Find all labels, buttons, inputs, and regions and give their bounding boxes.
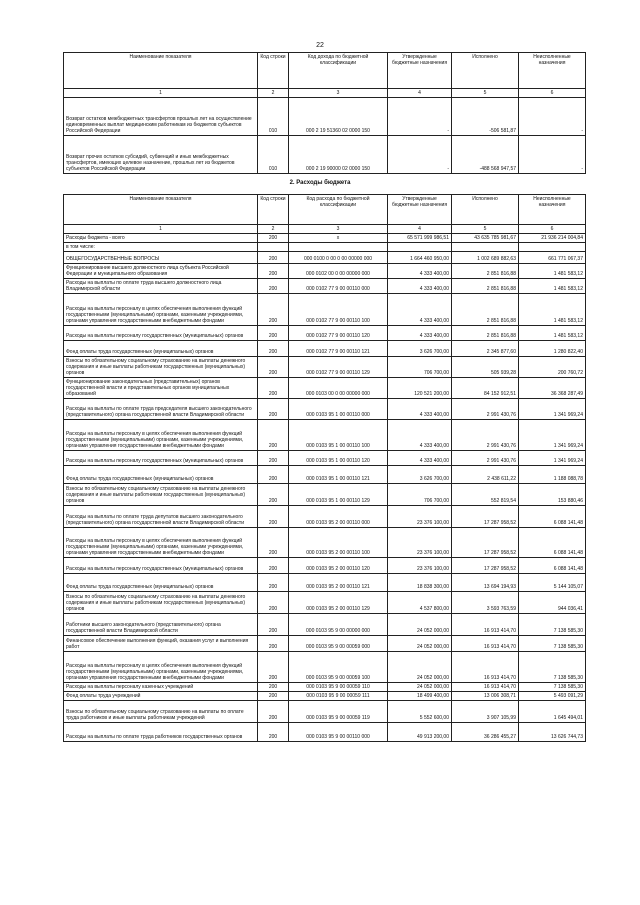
column-number: 1 [64, 225, 258, 234]
row-line-code: 200 [258, 399, 289, 420]
row-line-code: 200 [258, 420, 289, 451]
row-line-code: 200 [258, 723, 289, 742]
table-row [64, 326, 586, 341]
row-executed: -488 568 947,57 [452, 136, 519, 174]
row-classification-code: 000 0103 95 1 00 00110 121 [289, 466, 388, 484]
row-approved: 5 552 600,00 [388, 701, 452, 723]
row-unexecuted: 1 188 088,78 [519, 466, 586, 484]
row-approved: 49 913 200,00 [388, 723, 452, 742]
row-name: Возврат остатков межбюджетных трансфертов прошлых лет на осуществление единовременных выплат медицинским работникам из бюджетов субъектов Российской Федерации [64, 98, 258, 136]
header-income-code: Код дохода по бюджетной классификации [289, 53, 388, 89]
row-classification-code: 000 0103 95 1 00 00110 000 [289, 399, 388, 420]
row-classification-code: 000 0103 95 2 00 00110 100 [289, 528, 388, 558]
row-unexecuted: 6 088 141,48 [519, 558, 586, 574]
row-unexecuted: 1 481 583,12 [519, 326, 586, 341]
row-unexecuted: 7 138 585,30 [519, 683, 586, 692]
row-line-code: 200 [258, 378, 289, 399]
expense-table [63, 194, 586, 742]
row-unexecuted: 661 771 067,37 [519, 252, 586, 264]
table-row [64, 341, 586, 357]
row-executed: 2 991 430,76 [452, 420, 519, 451]
row-name: Функционирование высшего должностного лица субъекта Российской Федерации и муниципального образования [64, 264, 258, 279]
row-name: Работники высшего законодательного (представительного) органа государственной власти Владимирской области [64, 614, 258, 636]
row-classification-code: 000 0103 95 9 00 00000 000 [289, 614, 388, 636]
row-line-code: 200 [258, 574, 289, 592]
row-executed: 1 002 689 882,63 [452, 252, 519, 264]
row-approved: 18 838 300,00 [388, 574, 452, 592]
row-unexecuted: 13 626 744,73 [519, 723, 586, 742]
row-classification-code: 000 0102 77 9 00 00110 121 [289, 341, 388, 357]
row-name: Взносы по обязательному социальному страхованию на выплаты денежного содержания и иные выплаты работникам государственных (муниципальных) органов [64, 357, 258, 378]
table-row [64, 652, 586, 683]
table-row [64, 264, 586, 279]
row-name: Возврат прочих остатков субсидий, субвенций и иных межбюджетных трансфертов, имеющих целевое назначение, прошлых лет из бюджетов субъектов Российской Федерации [64, 136, 258, 174]
row-approved: - [388, 98, 452, 136]
table-row [64, 451, 586, 466]
row-name: Расходы на выплаты по оплате труда депутатов высшего законодательного (представительного) органа государственной власти Владимирской области [64, 506, 258, 528]
row-line-code: 200 [258, 264, 289, 279]
row-executed: 2 991 430,76 [452, 451, 519, 466]
row-unexecuted: - [519, 136, 586, 174]
table-row [64, 466, 586, 484]
column-number: 6 [519, 89, 586, 98]
row-executed: 3 907 105,99 [452, 701, 519, 723]
row-name: Расходы на выплаты персоналу казенных учреждений [64, 683, 258, 692]
table-row [64, 558, 586, 574]
row-line-code: 200 [258, 234, 289, 243]
table-row [64, 614, 586, 636]
row-approved: 23 376 100,00 [388, 506, 452, 528]
table-row [64, 252, 586, 264]
row-approved: 3 626 700,00 [388, 341, 452, 357]
table-row [64, 592, 586, 614]
table-row [64, 701, 586, 723]
header-executed: Исполнено [452, 195, 519, 225]
row-approved: 4 333 400,00 [388, 420, 452, 451]
row-approved: 4 333 400,00 [388, 451, 452, 466]
row-executed: 2 438 611,22 [452, 466, 519, 484]
header-approved: Утвержденные бюджетные назначения [388, 195, 452, 225]
row-executed: 552 819,54 [452, 484, 519, 506]
row-executed: 17 287 958,52 [452, 558, 519, 574]
table-row [64, 378, 586, 399]
table-row [64, 279, 586, 294]
row-executed: 2 991 430,76 [452, 399, 519, 420]
row-unexecuted: 6 088 141,48 [519, 528, 586, 558]
column-number: 2 [258, 89, 289, 98]
row-line-code: 200 [258, 451, 289, 466]
row-approved: 18 499 400,00 [388, 692, 452, 701]
row-classification-code: 000 0103 95 9 00 00059 110 [289, 683, 388, 692]
row-line-code: 010 [258, 98, 289, 136]
row-line-code: 200 [258, 701, 289, 723]
row-unexecuted: 1 481 583,12 [519, 294, 586, 326]
row-unexecuted: 153 880,46 [519, 484, 586, 506]
column-number: 2 [258, 225, 289, 234]
column-number: 5 [452, 225, 519, 234]
table-row [64, 243, 586, 252]
row-line-code: 200 [258, 692, 289, 701]
row-line-code: 200 [258, 279, 289, 294]
row-approved: 3 626 700,00 [388, 466, 452, 484]
row-unexecuted: 5 493 091,29 [519, 692, 586, 701]
row-line-code: 200 [258, 252, 289, 264]
column-number: 4 [388, 89, 452, 98]
row-executed: 3 593 763,59 [452, 592, 519, 614]
header-unexecuted: Неисполненные назначения [519, 195, 586, 225]
table-row [64, 692, 586, 701]
column-number: 1 [64, 89, 258, 98]
row-unexecuted: 7 138 585,30 [519, 614, 586, 636]
header-executed: Исполнено [452, 53, 519, 89]
page-number: 22 [316, 42, 324, 49]
row-unexecuted: 5 144 105,07 [519, 574, 586, 592]
row-unexecuted: 200 760,72 [519, 357, 586, 378]
row-line-code: 200 [258, 326, 289, 341]
table-row [64, 136, 586, 174]
column-number: 6 [519, 225, 586, 234]
row-name: Фонд оплаты труда государственных (муниципальных) органов [64, 574, 258, 592]
table-row [64, 420, 586, 451]
table-row [64, 294, 586, 326]
row-classification-code: 000 0102 77 9 00 00110 120 [289, 326, 388, 341]
row-approved: 4 333 400,00 [388, 279, 452, 294]
row-approved: 4 333 400,00 [388, 326, 452, 341]
header-expense-code: Код расхода по бюджетной классификации [289, 195, 388, 225]
row-unexecuted: 1 341 969,24 [519, 420, 586, 451]
row-approved: 24 052 000,00 [388, 652, 452, 683]
row-line-code [258, 243, 289, 252]
row-classification-code: 000 0103 95 2 00 00110 121 [289, 574, 388, 592]
table-row [64, 98, 586, 136]
row-name: Расходы на выплаты по оплате труда работников государственных органов [64, 723, 258, 742]
row-name: Расходы на выплаты персоналу в целях обеспечения выполнения функций государственными (муниципальными) органами, казенными учреждениями, органами управления государственными внебюджетными фондами [64, 420, 258, 451]
row-classification-code: 000 0103 00 0 00 00000 000 [289, 378, 388, 399]
row-approved: 23 376 100,00 [388, 558, 452, 574]
row-name: в том числе: [64, 243, 258, 252]
header-name: Наименование показателя [64, 53, 258, 89]
row-approved: 23 376 100,00 [388, 528, 452, 558]
row-executed: 36 286 455,27 [452, 723, 519, 742]
row-executed: 43 635 785 981,67 [452, 234, 519, 243]
income-table [63, 52, 586, 174]
row-line-code: 200 [258, 683, 289, 692]
row-unexecuted: - [519, 98, 586, 136]
row-approved [388, 243, 452, 252]
row-classification-code: 000 2 19 51360 02 0000 150 [289, 98, 388, 136]
row-classification-code [289, 243, 388, 252]
row-name: Расходы на выплаты персоналу в целях обеспечения выполнения функций государственными (муниципальными) органами, казенными учреждениями, органами управления государственными внебюджетными фондами [64, 652, 258, 683]
row-name: Финансовое обеспечение выполнения функций, оказания услуг и выполнения работ [64, 636, 258, 652]
row-approved: 120 521 200,00 [388, 378, 452, 399]
table-row [64, 506, 586, 528]
table-row [64, 484, 586, 506]
row-classification-code: 000 0102 77 9 00 00110 129 [289, 357, 388, 378]
row-line-code: 200 [258, 652, 289, 683]
row-unexecuted: 1 481 583,12 [519, 279, 586, 294]
row-name: Взносы по обязательному социальному страхованию на выплаты денежного содержания и иные выплаты работникам государственных (муниципальных) органов [64, 592, 258, 614]
column-number: 4 [388, 225, 452, 234]
row-unexecuted: 1 645 494,01 [519, 701, 586, 723]
row-approved: 4 537 800,00 [388, 592, 452, 614]
row-name: Взносы по обязательному социальному страхованию на выплаты денежного содержания и иные выплаты работникам государственных (муниципальных) органов [64, 484, 258, 506]
row-classification-code: 000 0103 95 1 00 00110 100 [289, 420, 388, 451]
row-classification-code: 000 0102 77 9 00 00110 100 [289, 294, 388, 326]
row-name: Взносы по обязательному социальному страхованию на выплаты по оплате труда работников и иные выплаты работникам учреждений [64, 701, 258, 723]
row-name: Фонд оплаты труда государственных (муниципальных) органов [64, 466, 258, 484]
row-executed: 2 851 816,88 [452, 279, 519, 294]
row-name: Расходы на выплаты по оплате труда председателя высшего законодательного (представительного) органа государственной власти Владимирской области [64, 399, 258, 420]
row-unexecuted: 36 368 287,49 [519, 378, 586, 399]
row-approved: 706 700,00 [388, 357, 452, 378]
row-classification-code: 000 0103 95 2 00 00110 129 [289, 592, 388, 614]
row-approved: 65 571 999 986,51 [388, 234, 452, 243]
row-approved: 706 700,00 [388, 484, 452, 506]
row-unexecuted: 944 036,41 [519, 592, 586, 614]
row-classification-code: x [289, 234, 388, 243]
column-number: 3 [289, 225, 388, 234]
table-row [64, 234, 586, 243]
row-executed: 16 913 414,70 [452, 636, 519, 652]
row-executed: 2 345 877,60 [452, 341, 519, 357]
section-title: 2. Расходы бюджета [289, 180, 351, 186]
row-name: Фонд оплаты труда государственных (муниципальных) органов [64, 341, 258, 357]
row-approved: 4 333 400,00 [388, 399, 452, 420]
row-approved: 24 052 000,00 [388, 636, 452, 652]
row-name: ОБЩЕГОСУДАРСТВЕННЫЕ ВОПРОСЫ [64, 252, 258, 264]
row-name: Расходы на выплаты по оплате труда высшего должностного лица Владимирской области [64, 279, 258, 294]
column-number-row [64, 225, 586, 234]
header-line-code: Код строки [258, 195, 289, 225]
row-classification-code: 000 0103 95 9 00 00059 100 [289, 652, 388, 683]
row-line-code: 200 [258, 294, 289, 326]
row-unexecuted [519, 243, 586, 252]
table-row [64, 636, 586, 652]
row-executed [452, 243, 519, 252]
row-line-code: 200 [258, 357, 289, 378]
row-approved: 24 052 000,00 [388, 683, 452, 692]
table-row [64, 399, 586, 420]
row-line-code: 200 [258, 558, 289, 574]
row-executed: 13 694 194,93 [452, 574, 519, 592]
row-executed: 17 287 958,52 [452, 506, 519, 528]
row-line-code: 200 [258, 636, 289, 652]
row-approved: - [388, 136, 452, 174]
header-name: Наименование показателя [64, 195, 258, 225]
row-executed: 17 287 958,52 [452, 528, 519, 558]
row-line-code: 200 [258, 341, 289, 357]
row-executed: 505 939,28 [452, 357, 519, 378]
row-executed: 2 851 816,88 [452, 294, 519, 326]
header-unexecuted: Неисполненные назначения [519, 53, 586, 89]
row-executed: 84 152 912,51 [452, 378, 519, 399]
row-approved: 24 052 000,00 [388, 614, 452, 636]
row-executed: 13 006 308,71 [452, 692, 519, 701]
row-executed: 16 913 414,70 [452, 683, 519, 692]
column-number: 5 [452, 89, 519, 98]
row-line-code: 200 [258, 528, 289, 558]
row-executed: 2 851 816,88 [452, 264, 519, 279]
row-name: Расходы на выплаты персоналу в целях обеспечения выполнения функций государственными (муниципальными) органами, казенными учреждениями, органами управления государственными внебюджетными фондами [64, 528, 258, 558]
row-approved: 1 664 460 950,00 [388, 252, 452, 264]
table-row [64, 528, 586, 558]
row-classification-code: 000 2 19 90000 02 0000 150 [289, 136, 388, 174]
row-unexecuted: 6 088 141,48 [519, 506, 586, 528]
row-classification-code: 000 0103 95 1 00 00110 120 [289, 451, 388, 466]
row-line-code: 200 [258, 614, 289, 636]
column-number: 3 [289, 89, 388, 98]
row-unexecuted: 7 138 585,30 [519, 652, 586, 683]
row-classification-code: 000 0103 95 1 00 00110 129 [289, 484, 388, 506]
header-line-code: Код строки [258, 53, 289, 89]
row-classification-code: 000 0103 95 9 00 00059 119 [289, 701, 388, 723]
row-line-code: 200 [258, 484, 289, 506]
row-classification-code: 000 0100 0 00 0 00 00000 000 [289, 252, 388, 264]
table-row [64, 574, 586, 592]
row-unexecuted: 1 341 969,24 [519, 399, 586, 420]
row-approved: 4 333 400,00 [388, 264, 452, 279]
row-line-code: 200 [258, 506, 289, 528]
row-executed: 2 851 816,88 [452, 326, 519, 341]
row-line-code: 200 [258, 592, 289, 614]
row-executed: 16 913 414,70 [452, 614, 519, 636]
row-name: Функционирование законодательных (представительных) органов государственной власти и представительных органов муниципальных образований [64, 378, 258, 399]
table-row [64, 357, 586, 378]
row-unexecuted: 1 280 822,40 [519, 341, 586, 357]
row-executed: 16 913 414,70 [452, 652, 519, 683]
row-approved: 4 333 400,00 [388, 294, 452, 326]
row-unexecuted: 7 138 585,30 [519, 636, 586, 652]
row-line-code: 200 [258, 466, 289, 484]
table-row [64, 683, 586, 692]
row-classification-code: 000 0102 77 9 00 00110 000 [289, 279, 388, 294]
row-classification-code: 000 0103 95 9 00 00059 000 [289, 636, 388, 652]
row-unexecuted: 21 936 214 004,84 [519, 234, 586, 243]
row-classification-code: 000 0103 95 2 00 00110 000 [289, 506, 388, 528]
row-name: Фонд оплаты труда учреждений [64, 692, 258, 701]
row-classification-code: 000 0102 00 0 00 00000 000 [289, 264, 388, 279]
header-approved: Утвержденные бюджетные назначения [388, 53, 452, 89]
row-classification-code: 000 0103 95 9 00 00110 000 [289, 723, 388, 742]
row-name: Расходы на выплаты персоналу государственных (муниципальных) органов [64, 451, 258, 466]
row-unexecuted: 1 481 583,12 [519, 264, 586, 279]
row-classification-code: 000 0103 95 2 00 00110 120 [289, 558, 388, 574]
row-name: Расходы на выплаты персоналу государственных (муниципальных) органов [64, 558, 258, 574]
column-number-row [64, 89, 586, 98]
row-name: Расходы на выплаты персоналу в целях обеспечения выполнения функций государственными (муниципальными) органами, казенными учреждениями, органами управления государственными внебюджетными фондами [64, 294, 258, 326]
row-name: Расходы на выплаты персоналу государственных (муниципальных) органов [64, 326, 258, 341]
row-line-code: 010 [258, 136, 289, 174]
row-name: Расходы бюджета - всего [64, 234, 258, 243]
table-row [64, 723, 586, 742]
row-executed: -506 581,87 [452, 98, 519, 136]
row-unexecuted: 1 341 969,24 [519, 451, 586, 466]
row-classification-code: 000 0103 95 9 00 00059 111 [289, 692, 388, 701]
